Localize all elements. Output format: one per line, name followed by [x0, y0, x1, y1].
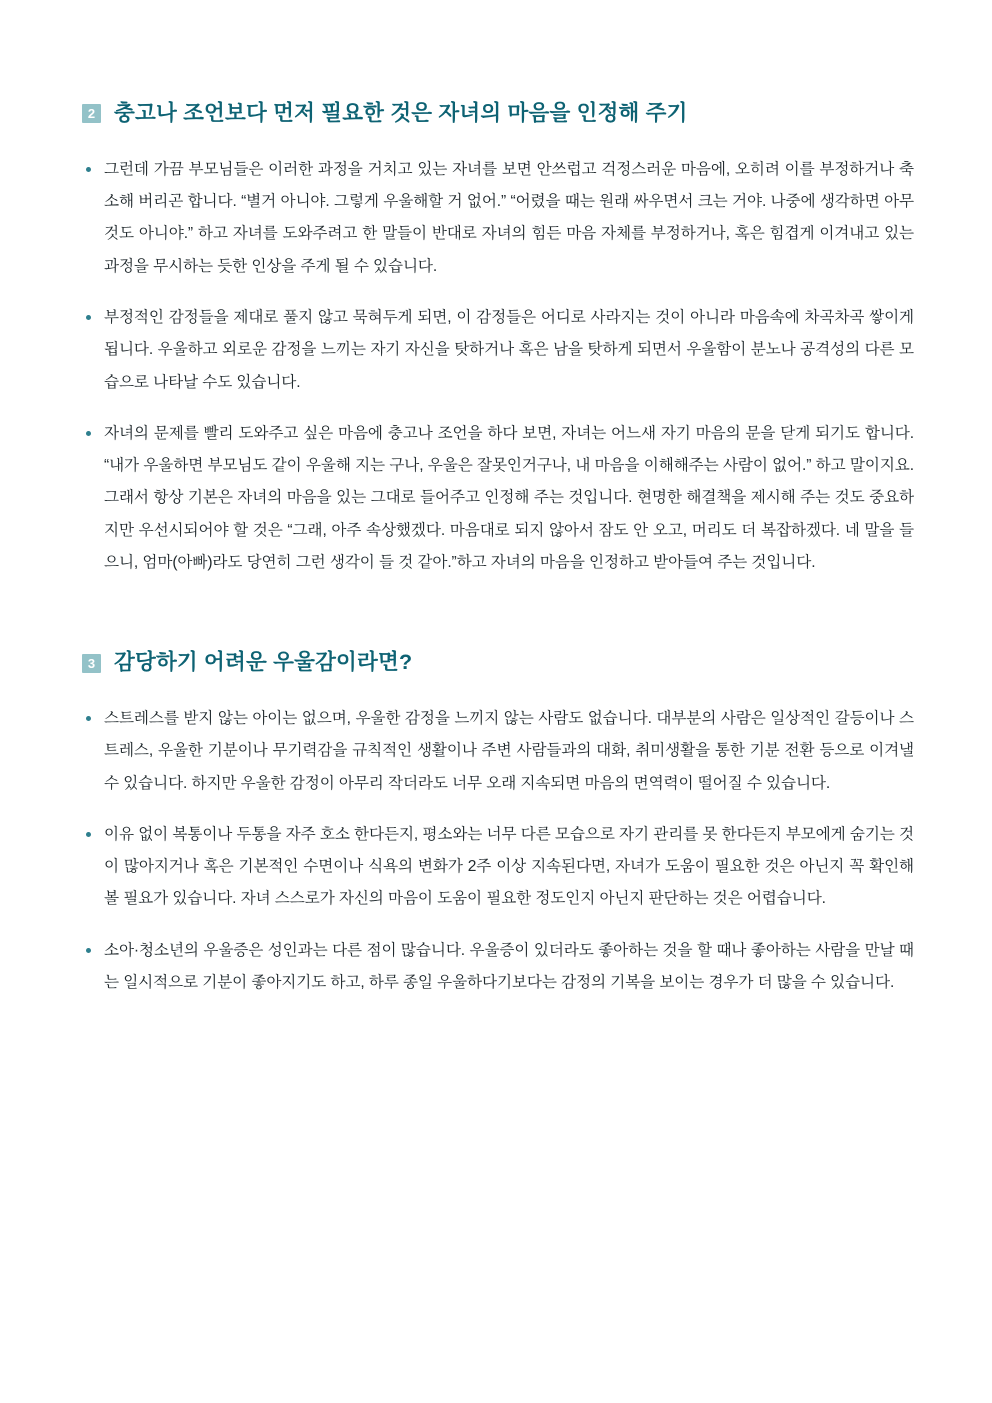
- list-item: 자녀의 문제를 빨리 도와주고 싶은 마음에 충고나 조언을 하다 보면, 자녀는 어느새 자기 마음의 문을 닫게 되기도 합니다. “내가 우울하면 부모님도 같이 우울해 지는 구나, 우울은 잘못인거구나, 내 마음을 이해해주는 사람이 없어.” 하고 말이지요. 그래서 항상 기본은 자녀의 마음을 있는 그대로 들어주고 인정해 주는 것입니다. 현명한 해결책을 제시해 주는 것도 중요하지만 우선시되어야 할 것은 “그래, 아주 속상했겠다. 마음대로 되지 않아서 잠도 안 오고, 머리도 더 복잡하겠다. 네 말을 들으니, 엄마(아빠)라도 당연히 그런 생각이 들 것 같아.”하고 자녀의 마음을 인정하고 받아들여 주는 것입니다.: [82, 418, 914, 579]
- list-item: 소아·청소년의 우울증은 성인과는 다른 점이 많습니다. 우울증이 있더라도 좋아하는 것을 할 때나 좋아하는 사람을 만날 때는 일시적으로 기분이 좋아지기도 하고, 하루 종일 우울하다기보다는 감정의 기복을 보이는 경우가 더 많을 수 있습니다.: [82, 935, 914, 1000]
- section-2-heading: [82, 100, 914, 128]
- list-item: 이유 없이 복통이나 두통을 자주 호소 한다든지, 평소와는 너무 다른 모습으로 자기 관리를 못 한다든지 부모에게 숨기는 것이 많아지거나 혹은 기본적인 수면이나 식욕의 변화가 2주 이상 지속된다면, 자녀가 도움이 필요한 것은 아닌지 꼭 확인해 볼 필요가 있습니다. 자녀 스스로가 자신의 마음이 도움이 필요한 정도인지 아닌지 판단하는 것은 어렵습니다.: [82, 819, 914, 916]
- section-2: [82, 100, 914, 579]
- section-3-number-badge: 3: [82, 654, 101, 673]
- section-2-paragraph-list: [82, 154, 914, 579]
- list-item: 스트레스를 받지 않는 아이는 없으며, 우울한 감정을 느끼지 않는 사람도 없습니다. 대부분의 사람은 일상적인 갈등이나 스트레스, 우울한 기분이나 무기력감을 규칙적인 생활이나 주변 사람들과의 대화, 취미생활을 통한 기분 전환 등으로 이겨낼 수 있습니다. 하지만 우울한 감정이 아무리 작더라도 너무 오래 지속되면 마음의 면역력이 떨어질 수 있습니다.: [82, 703, 914, 800]
- section-divider-space: [82, 613, 914, 649]
- section-3: [82, 649, 914, 999]
- section-2-number-badge: 2: [82, 104, 101, 123]
- section-3-heading: [82, 649, 914, 677]
- list-item: 그런데 가끔 부모님들은 이러한 과정을 거치고 있는 자녀를 보면 안쓰럽고 걱정스러운 마음에, 오히려 이를 부정하거나 축소해 버리곤 합니다. “별거 아니야. 그렇게 우울해할 거 없어.” “어렸을 때는 원래 싸우면서 크는 거야. 나중에 생각하면 아무것도 아니야.” 하고 자녀를 도와주려고 한 말들이 반대로 자녀의 힘든 마음 자체를 부정하거나, 혹은 힘겹게 이겨내고 있는 과정을 무시하는 듯한 인상을 주게 될 수 있습니다.: [82, 154, 914, 283]
- section-3-title: 감당하기 어려운 우울감이라면?: [114, 650, 413, 675]
- section-3-paragraph-list: [82, 703, 914, 999]
- section-2-title: 충고나 조언보다 먼저 필요한 것은 자녀의 마음을 인정해 주기: [114, 101, 688, 125]
- list-item: 부정적인 감정들을 제대로 풀지 않고 묵혀두게 되면, 이 감정들은 어디로 사라지는 것이 아니라 마음속에 차곡차곡 쌓이게 됩니다. 우울하고 외로운 감정을 느끼는 자기 자신을 탓하거나 혹은 남을 탓하게 되면서 우울함이 분노나 공격성의 다른 모습으로 나타날 수도 있습니다.: [82, 302, 914, 399]
